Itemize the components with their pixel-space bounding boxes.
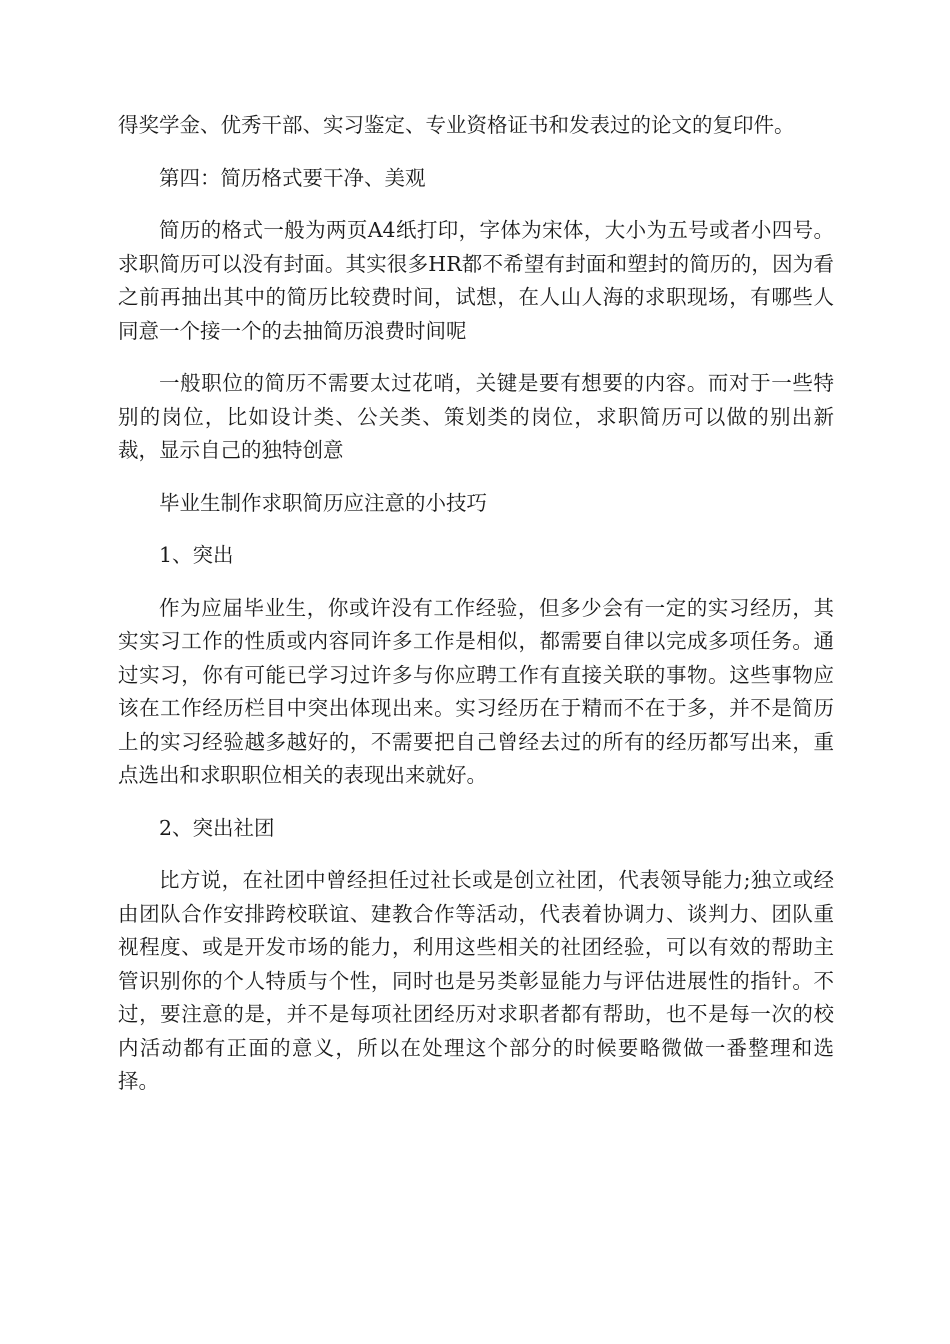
paragraph-format-details: 简历的格式一般为两页A4纸打印，字体为宋体，大小为五号或者小四号。求职简历可以没有封面。其实很多HR都不希望有封面和塑封的简历的，因为看之前再抽出其中的简历比较费时间，试想，在人山人海的求职现场，有哪些人同意一个接一个的去抽简历浪费时间呢	[118, 218, 834, 343]
heading-tips: 毕业生制作求职简历应注意的小技巧	[159, 490, 487, 515]
heading-tip-1: 1、突出	[159, 543, 234, 567]
paragraph-internship: 作为应届毕业生，你或许没有工作经验，但多少会有一定的实习经历，其实实习工作的性质或内容同许多工作是相似，都需要自律以完成多项任务。通过实习，你有可能已学习过许多与你应聘工作有直接关联的事物。这些事物应该在工作经历栏目中突出体现出来。实习经历在于精而不在于多，并不是简历上的实习经验越多越好的，不需要把自己曾经去过的所有的经历都写出来，重点选出和求职职位相关的表现出来就好。	[118, 595, 834, 787]
heading-resume-format: 第四：简历格式要干净、美观	[159, 165, 426, 190]
heading-tip-2: 2、突出社团	[159, 815, 275, 840]
document-body	[118, 109, 834, 1118]
paragraph-certificates-continued: 得奖学金、优秀干部、实习鉴定、专业资格证书和发表过的论文的复印件。	[118, 113, 795, 137]
paragraph-clubs: 比方说，在社团中曾经担任过社长或是创立社团，代表领导能力;独立或经由团队合作安排跨校联谊、建教合作等活动，代表着协调力、谈判力、团队重视程度、或是开发市场的能力，利用这些相关的社团经验，可以有效的帮助主管识别你的个人特质与个性，同时也是另类彰显能力与评估进展性的指针。不过，要注意的是，并不是每项社团经历对求职者都有帮助，也不是每一次的校内活动都有正面的意义，所以在处理这个部分的时候要略微做一番整理和选择。	[118, 868, 834, 1093]
paragraph-special-positions: 一般职位的简历不需要太过花哨，关键是要有想要的内容。而对于一些特别的岗位，比如设计类、公关类、策划类的岗位，求职简历可以做的别出新裁，显示自己的独特创意	[118, 371, 834, 462]
